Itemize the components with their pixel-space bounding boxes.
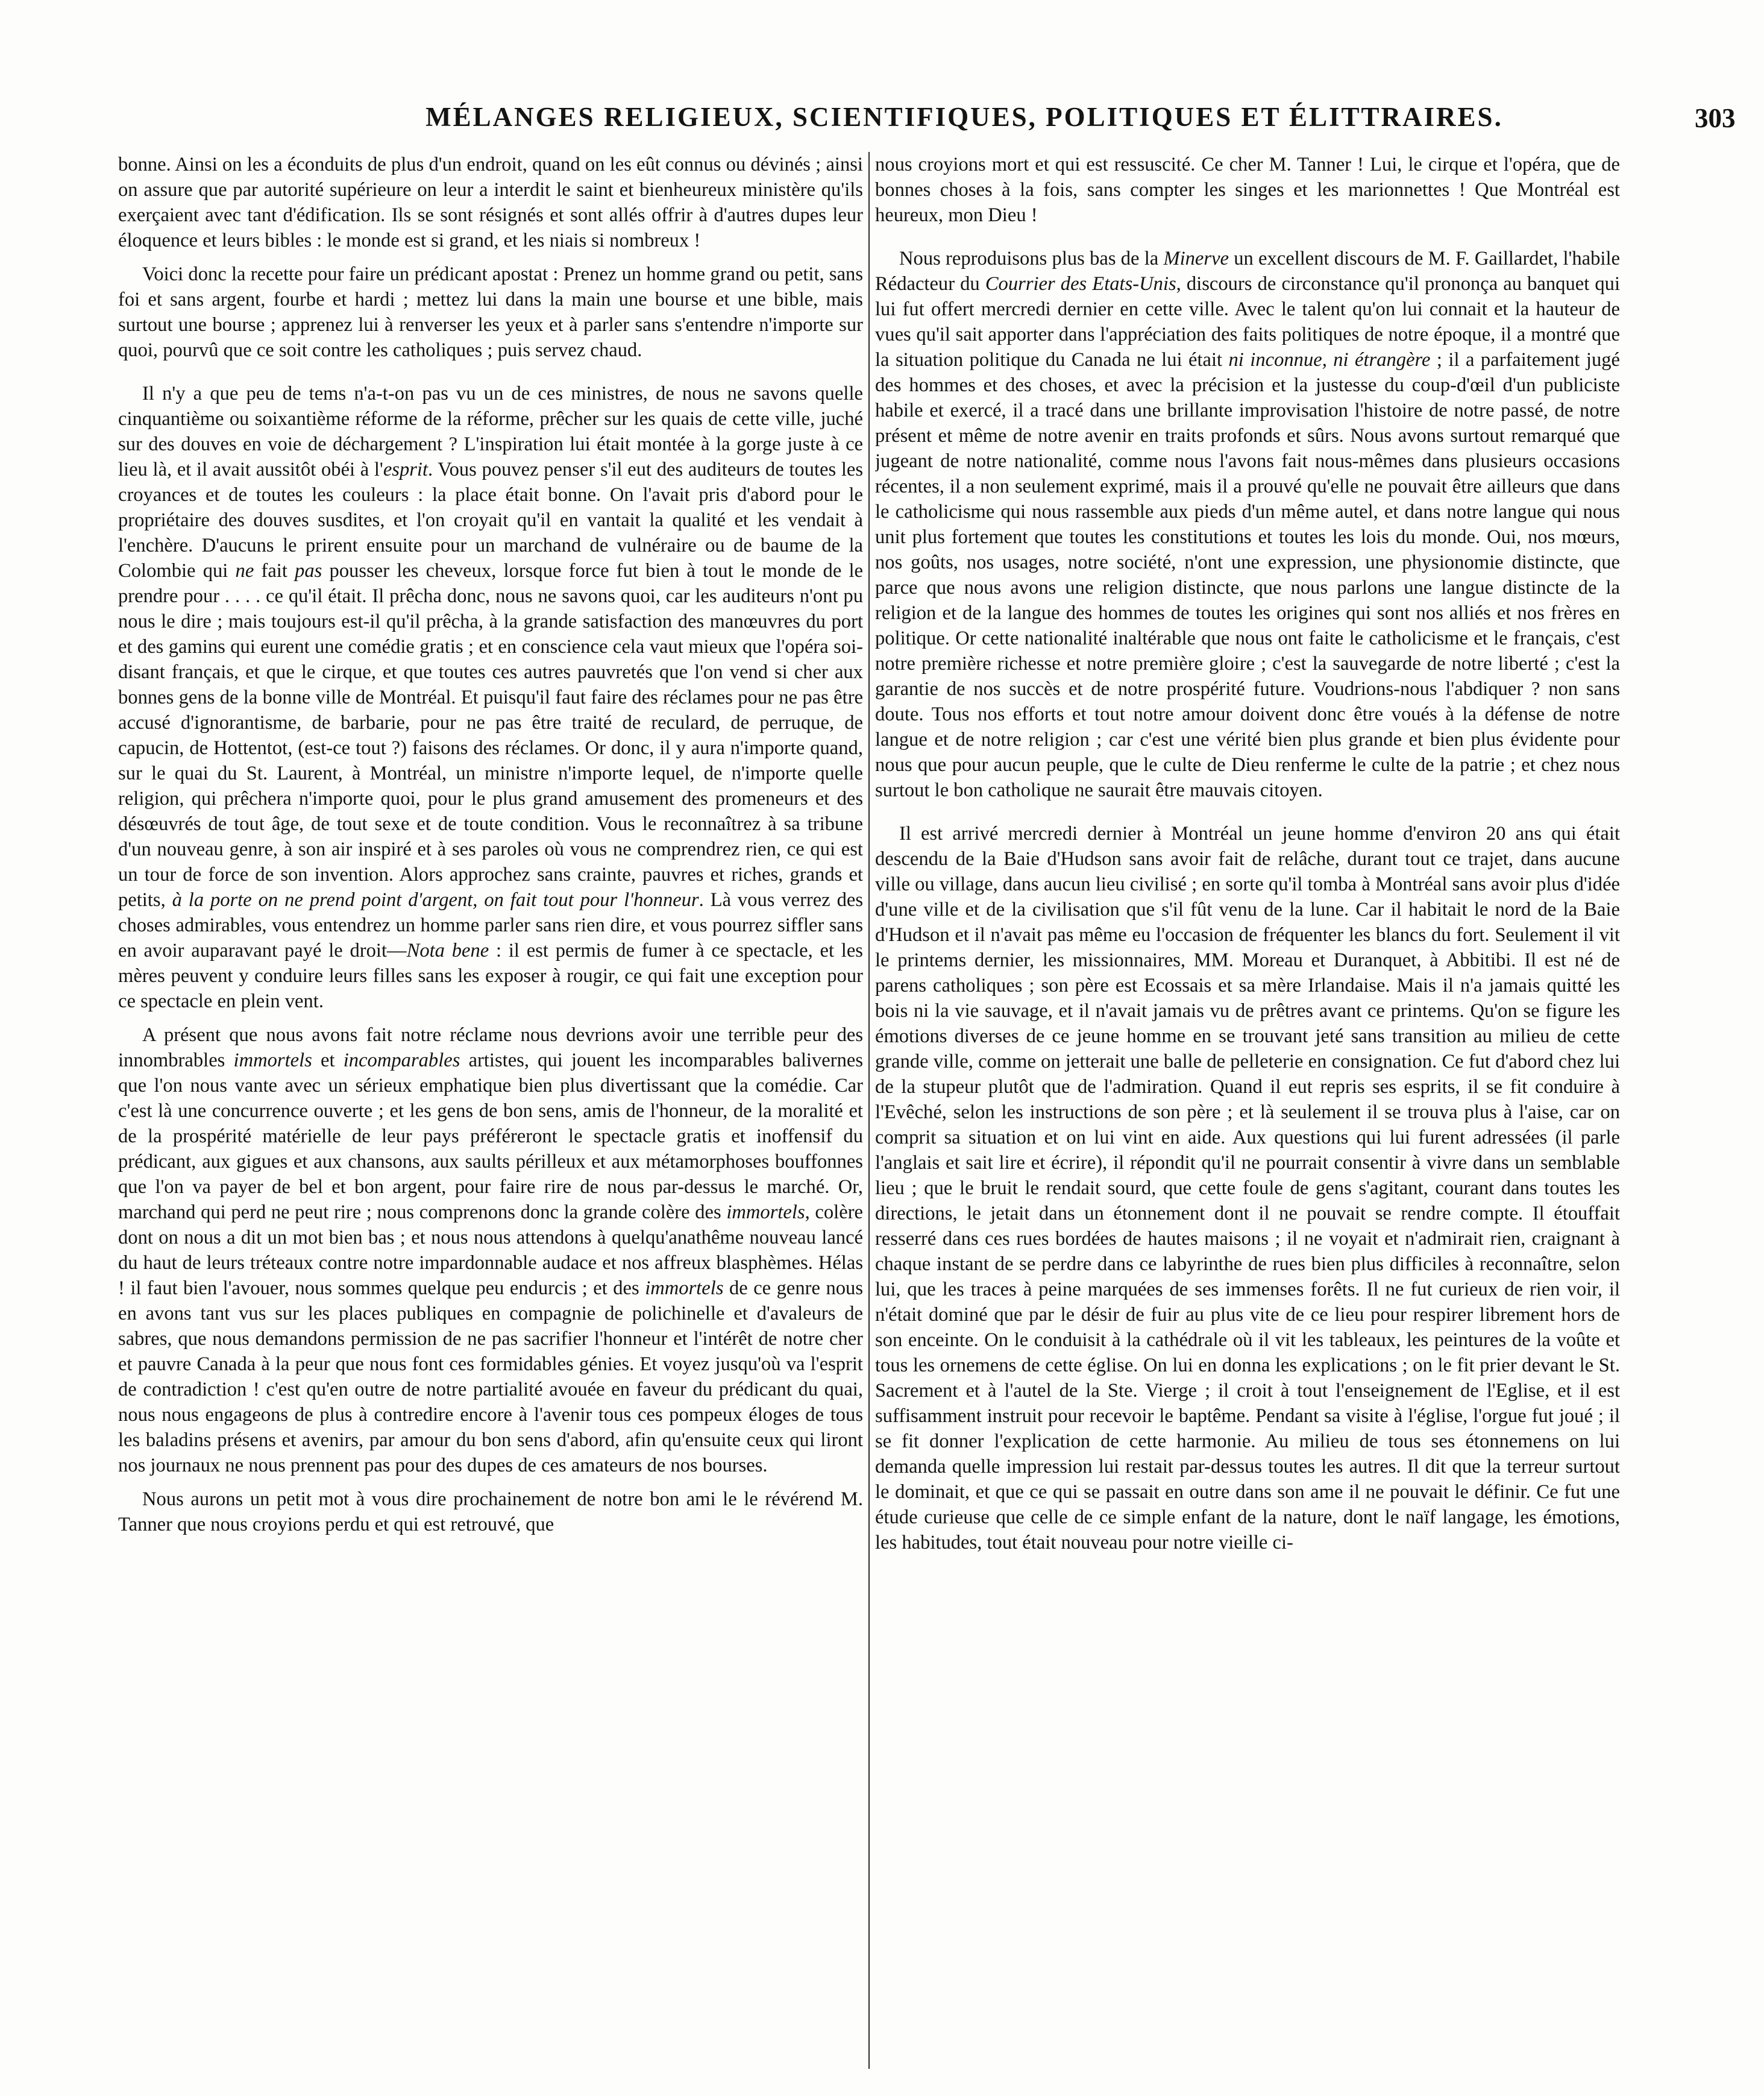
text-run: un excellent discours de M. F. Gaillardet, l'habile Rédacteur du [875,248,1620,295]
italic-run: immortels [233,1050,312,1071]
text-run: Il n'y a que peu de tems n'a-t-on pas vu un de ces ministres, de nous ne savons quelle cinquantième ou soixantième réforme de la réforme, prêcher sur les quais de cette ville, juché sur des douves en voie de déchargement ? L'inspiration lui était montée à la gorge juste à ce lieu là, et il avait aussitôt obéi à l' [118,383,863,480]
italic-run: immortels [726,1201,805,1223]
italic-run: ni inconnue, ni étrangère [1228,349,1431,371]
italic-run: à la porte on ne prend point d'argent, on fait tout pour l'honneur [172,889,699,911]
left-paragraph-2: Voici donc la recette pour faire un prédicant apostat : Prenez un homme grand ou petit, sans foi et sans argent, fourbe et hardi ; mettez lui dans la main une bourse et une bible, mais surtout une bourse ; apprenez lui à renverser les yeux et à parler sans s'entendre n'importe sur quoi, pourvû que ce soit contre les catholiques ; puis servez chaud. [118,263,863,361]
left-paragraph-1: bonne. Ainsi on les a éconduits de plus d'un endroit, quand on les eût connus ou dévinés ; ainsi on assure que par autorité supérieure on leur a interdit le saint et bienheureux ministère qu'ils exerçaient avec tant d'édification. Ils se sont résignés et sont allés offrir à d'autres dupes leur éloquence et leurs bibles : le monde est si grand, et les niais si nombreux ! [118,154,863,251]
text-run: Nous reproduisons plus bas de la [899,248,1164,269]
italic-run: incomparables [343,1050,460,1071]
left-paragraph-5: Nous aurons un petit mot à vous dire prochainement de notre bon ami le le révérend M. Tanner que nous croyions perdu et qui est retrouvé, que [118,1488,863,1535]
text-run: artistes, qui jouent les incomparables balivernes que l'on nous vante avec un sérieux emphatique bien plus divertissant que la comédie. Car c'est là une concurrence ouverte ; et les gens de bon sens, amis de l'honneur, de la moralité et de la prospérité matérielle de leur pays préféreront le spectacle gratis et inoffensif du prédicant, aux gigues et aux chansons, aux saults périlleux et aux métamorphoses bouffonnes que l'on va payer de bel et bon argent, pour faire rire de nous par-dessus le marché. Or, marchand qui perd ne peut rire ; nous comprenons donc la grande colère des [118,1050,863,1223]
italic-run: Nota bene [406,940,489,961]
italic-run: ne [235,560,254,582]
right-paragraph-3: Il est arrivé mercredi dernier à Montréal un jeune homme d'environ 20 ans qui était descendu de la Baie d'Hudson sans avoir fait de relâche, durant tout ce trajet, dans aucune ville ou village, dans aucun lieu civilisé ; en sorte qu'il tomba à Montréal sans avoir plus d'idée d'une ville et de la civilisation que s'il fût venu de la lune. Car il habitait le nord de la Baie d'Hudson et il n'avait pas même eu l'occasion de fréquenter les blancs du fort. Seulement il vit le printems dernier, les missionnaires, MM. Moreau et Duranquet, à Abbitibi. Il est né de parens catholiques ; son père est Ecossais et sa mère Irlandaise. Mais il n'a jamais quitté les bois ni la vie sauvage, et il n'avait jamais vu de prêtres avant ce printems. Qu'on se figure les émotions diverses de ce jeune homme en se trouvant jeté sans transition au milieu de cette grande ville, comme on jetterait une balle de pelleterie en consignation. Ce fut d'abord chez lui de la stupeur plutôt que de l'admiration. Quand il eut repris ses esprits, il se fit conduire à l'Evêché, selon les instructions de son père ; et là seulement il se trouva plus à l'aise, car on comprit sa situation et on lui vint en aide. Aux questions qui lui furent adressées (il parle l'anglais et sait lire et écrire), il répondit qu'il ne pourrait consentir à vivre dans un semblable lieu ; que le bruit le rendait sourd, que cette foule de gens s'agitant, courant dans toutes les directions, le jetait dans un étonnement dont il ne pouvait se rendre compte. Il étouffait resserré dans ces rues bordées de hautes maisons ; il ne voyait et n'admirait rien, craignant à chaque instant de se perdre dans ce labyrinthe de rues bien plus difficiles à reconnaître, selon lui, que les traces à peine marquées de ses immenses forêts. Il ne fut curieux de rien voir, il n'était dominé que par le désir de fuir au plus vite de ce lieu pour respirer librement hors de son enceinte. On le conduisit à la cathédrale où il vit les tableaux, les peintures de la voûte et tous les ornemens de cette église. On lui en donna les explications ; on le fit prier devant le St. Sacrement et à l'autel de la Ste. Vierge ; il croit à tout l'enseignement de l'Eglise, et il est suffisamment instruit pour recevoir le baptême. Pendant sa visite à l'église, l'orgue fut joué ; il se fit donner l'explication de cette harmonie. Au milieu de tous ses étonnemens on lui demanda quelle impression lui restait par-dessus toutes les autres. Il dit que la terreur surtout le dominait, et que ce qui se passait en outre dans son ame il ne pouvait le définir. Ce fut une étude curieuse que celle de ce simple enfant de la nature, dont le naïf langage, les émotions, les habitudes, tout était nouveau pour notre vieille ci- [875,823,1620,1553]
text-run: pousser les cheveux, lorsque force fut bien à tout le monde de le prendre pour . . . . ce qu'il était. Il prêcha donc, nous ne savons quoi, car les auditeurs n'ont pu nous le dire ; mais toujours est-il qu'il prêcha, à la grande satisfaction des manœuvres du port et des gamins qui eurent une comédie gratis ; et en conscience cela vaut mieux que l'opéra soi-disant français, et que le cirque, et que toutes ces autres pauvretés que l'on vend si cher aux bonnes gens de la bonne ville de Montréal. Et puisqu'il faut faire des réclames pour ne pas être accusé d'ignorantisme, de barbarie, pour ne pas être traité de reculard, de perruque, de capucin, de Hottentot, (est-ce tout ?) faisons des réclames. Or donc, il y aura n'importe quand, sur le quai du St. Laurent, à Montréal, un ministre n'importe lequel, de n'importe quelle religion, qui prêchera n'importe quoi, pour le plus grand amusement des promeneurs et des désœuvrés de tout âge, de tout sexe et de toute condition. Vous le reconnaîtrez à sa tribune d'un nouveau genre, à son air inspiré et à ses paroles où vous ne comprendrez rien, ce qui est un tour de force de son invention. Alors approchez sans crainte, pauvres et riches, grands et petits, [118,560,863,911]
text-run: , colère dont on nous a dit un mot bien bas ; et nous nous attendons à quelqu'anathême nouveau lancé du haut de leurs tréteaux contre notre impardonnable audace et nos affreux blasphèmes. Hélas ! il faut bien l'avouer, nous sommes quelque peu endurcis ; et des [118,1201,863,1299]
italic-run: Courrier des Etats-Unis [985,273,1176,295]
running-title: MÉLANGES RELIGIEUX, SCIENTIFIQUES, POLITIQUES ET ÉLITTRAIRES. [425,102,1503,132]
text-run: , discours de circonstance qu'il prononça au banquet qui lui fut offert mercredi dernier en cette ville. Avec le talent qu'on lui connait et la hauteur de vues qu'il sait apporter dans l'appréciation des faits politiques de notre époque, il a montré que la situation politique du Canada ne lui était [875,273,1620,371]
right-column [875,152,1620,2075]
italic-run: immortels [645,1277,724,1299]
italic-run: Minerve [1163,248,1229,269]
text-run: fait [254,560,295,582]
column-divider [868,152,870,2069]
text-run: . Là vous verrez des choses admirables, vous entendrez un homme parler sans rien dire, et vous pourrez siffler sans en avoir auparavant payé le droit— [118,889,863,961]
text-run: A présent que nous avons fait notre réclame nous devrions avoir une terrible peur des innombrables [118,1024,863,1071]
right-paragraph-1: nous croyions mort et qui est ressuscité. Ce cher M. Tanner ! Lui, le cirque et l'opéra, que de bonnes choses à la fois, sans compter les singes et les marionnettes ! Que Montréal est heureux, mon Dieu ! [875,154,1620,226]
italic-run: pas [295,560,322,582]
left-column [118,152,863,2075]
text-run: . Vous pouvez penser s'il eut des auditeurs de toutes les croyances et de toutes les couleurs : la place était bonne. On l'avait pris d'abord pour le propriétaire des douves susdites, et l'on croyait qu'il en vantait la qualité et les vendait à l'enchère. D'aucuns le prirent ensuite pour un marchand de vulnéraire ou de baume de la Colombie qui [118,459,863,582]
text-run: : il est permis de fumer à ce spectacle, et les mères peuvent y conduire leurs filles sans les exposer à rougir, ce qui fait une exception pour ce spectacle en plein vent. [118,940,863,1012]
text-run: ; il a parfaitement jugé des hommes et des choses, et avec la précision et la justesse du coup-d'œil d'un publiciste habile et exercé, il a tracé dans une brillante improvisation l'histoire de notre passé, de notre présent et même de notre avenir en traits profonds et sûrs. Nous avons surtout remarqué que jugeant de notre nationalité, comme nous l'avons fait nous-mêmes dans plusieurs occasions récentes, il a non seulement exprimé, mais il a prouvé qu'elle ne pouvait être ailleurs que dans le catholicisme qui nous rassemble aux pieds d'un même autel, et dans notre langue qui nous unit plus fortement que toutes les constitutions et toutes les lois du monde. Oui, nos mœurs, nos goûts, nos usages, notre société, n'ont une expression, une physionomie distincte, que parce que nous avons une religion distincte, que nous parlons une langue distincte de la religion et de la langue des hommes de toutes les origines qui sont nos alliés et nos frères en politique. Or cette nationalité inaltérable que nous ont faite le catholicisme et le français, c'est notre première richesse et notre première gloire ; c'est la sauvegarde de notre liberté ; c'est la garantie de nos succès et de notre prospérité future. Voudrions-nous l'abdiquer ? non sans doute. Tous nos efforts et tout notre amour doivent donc être voués à la défense de notre langue et de notre religion ; car c'est une vérité bien plus grande et bien plus évidente pour nous que pour aucun peuple, que le culte de Dieu renferme le culte de la patrie ; et chez nous surtout le bon catholique ne saurait être mauvais citoyen. [875,349,1620,801]
left-paragraph-4 [118,1022,863,1478]
left-paragraph-3 [118,381,863,1014]
page-number: 303 [1695,103,1736,133]
italic-run: esprit [383,459,428,480]
right-paragraph-2 [875,246,1620,803]
text-run: et [312,1050,344,1071]
text-run: de ce genre nous en avons tant vus sur les places publiques en compagnie de polichinelle et d'avaleurs de sabres, que nous demandons permission de ne pas sacrifier l'honneur et l'intérêt de notre cher et pauvre Canada à la peur que nous font ces formidables génies. Et voyez jusqu'où va l'esprit de contradiction ! c'est qu'en outre de notre partialité avouée en faveur du prédicant du quai, nous nous engageons de plus à contredire encore à l'avenir tous ces pompeux éloges de tous les baladins présens et avenirs, par amour du bon sens d'abord, afin qu'ensuite ceux qui liront nos journaux ne nous prennent pas pour des dupes de ces amateurs de nos bourses. [118,1277,863,1476]
